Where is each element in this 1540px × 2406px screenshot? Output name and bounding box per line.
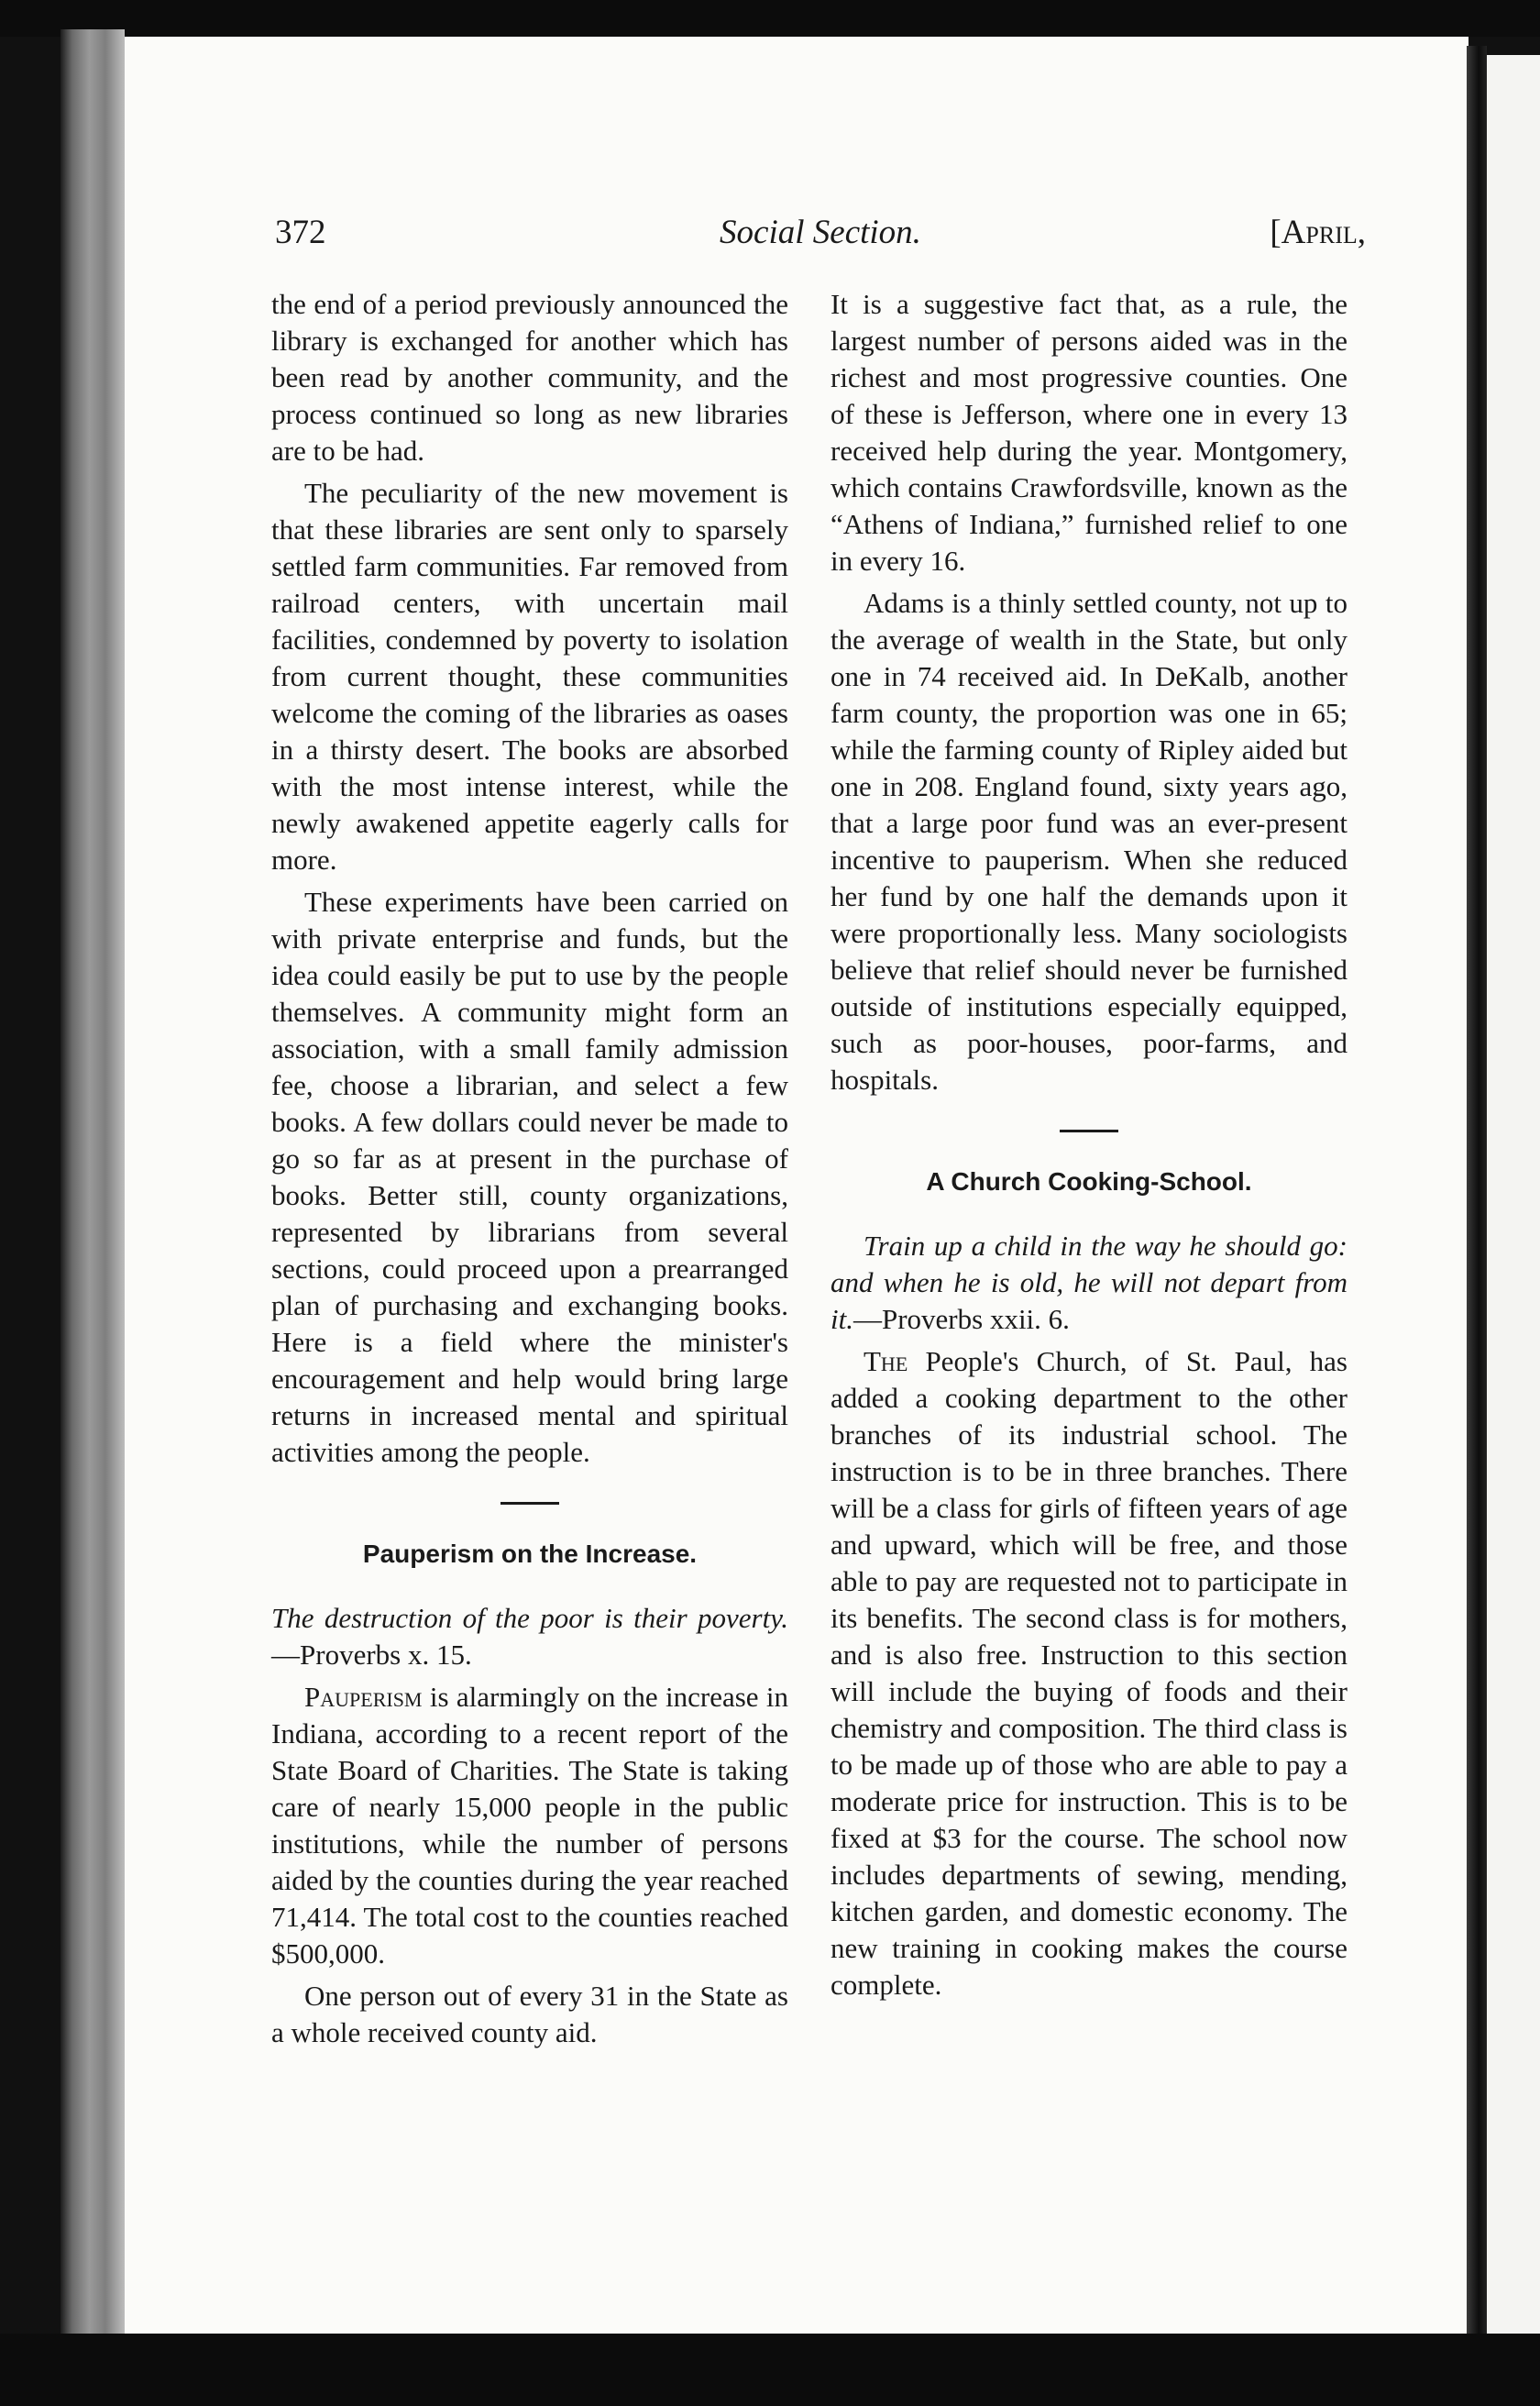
- scan-border-top: [0, 0, 1540, 37]
- paragraph-text: People's Church, of St. Paul, has added a cooking department to the other branches of its industrial school. The instruction is to be in three branches. There will be a class for girls of fifteen years of age and upward, which will be free, and those able to pay are requested not to participate in its benefits. The second class is for mothers, and is also free. Instruction to this section will include the buying of foods and their chemistry and composition. The third class is to be made up of those who are able to pay a moderate price for instruction. This is to be fixed at $3 for the course. The school now includes departments of sewing, mending, kitchen garden, and domestic economy. The new training in cooking makes the course complete.: [830, 1345, 1348, 2001]
- lead-word: Pauperism: [304, 1681, 423, 1713]
- right-column: [830, 286, 1348, 2003]
- paragraph: The peculiarity of the new movement is that these libraries are sent only to sparsely settled farm communities. Far removed from railroad centers, with uncertain mail facilities, condemned by poverty to isolation from current thought, these communities welcome the coming of the libraries as oases in a thirsty desert. The books are absorbed with the most intense interest, while the newly awakened appetite eagerly calls for more.: [271, 477, 788, 876]
- lead-word: The: [864, 1345, 908, 1377]
- epigraph: [271, 1600, 788, 1673]
- paragraph: [830, 1343, 1348, 2003]
- epigraph-source: —Proverbs x. 15.: [271, 1639, 472, 1671]
- paragraph-text: is alarmingly on the increase in Indiana, according to a recent report of the State Board of Charities. The State is taking care of nearly 15,000 people in the public institutions, while the number of persons aided by the counties during the year reached 71,414. The total cost to the counties reached $500,000.: [271, 1681, 788, 1970]
- page-edge-left: [60, 29, 125, 2338]
- paragraph: One person out of every 31 in the State as a whole received county aid.: [271, 1980, 788, 2048]
- section-divider: [500, 1502, 559, 1505]
- paragraph: the end of a period previously announced the library is exchanged for another which has been read by another community, and the process continued so long as new libraries are to be had.: [271, 288, 788, 467]
- paragraph: These experiments have been carried on with private enterprise and funds, but the idea could easily be put to use by the people themselves. A community might form an association, with a small family admission fee, choose a librarian, and select a few books. A few dollars could never be made to go so far as at present in the purchase of books. Better still, county organizations, represented by librarians from several sections, could proceed upon a prearranged plan of purchasing and exchanging books. Here is a field where the minister's encouragement and help would bring large returns in increased mental and spiritual activities among the people.: [271, 886, 788, 1468]
- section-divider: [1060, 1130, 1118, 1132]
- paragraph: [271, 1679, 788, 1972]
- paragraph: It is a suggestive fact that, as a rule, the largest number of persons aided was in the richest and most progressive counties. One of these is Jefferson, where one in every 13 received help during the year. Montgomery, which contains Crawfordsville, known as the “Athens of Indiana,” furnished relief to one in every 16.: [830, 288, 1348, 577]
- running-title: Social Section.: [720, 214, 921, 251]
- epigraph-quote: The destruction of the poor is their poverty.: [271, 1602, 788, 1634]
- epigraph-quote: Train up a child in the way he should go: and when he is old, he will not depart from it.: [830, 1230, 1348, 1335]
- running-header: [275, 213, 1366, 268]
- page-number: 372: [275, 214, 326, 251]
- page-gutter: [1467, 46, 1487, 2334]
- section-heading: Pauperism on the Increase.: [362, 1540, 698, 1568]
- epigraph: [830, 1228, 1348, 1338]
- running-month: [April,: [1270, 214, 1366, 251]
- section-heading: A Church Cooking-School.: [926, 1167, 1252, 1196]
- next-page-edge: [1487, 55, 1540, 2334]
- scan-border-bottom: [0, 2334, 1540, 2406]
- left-column: [271, 286, 788, 2051]
- epigraph-source: —Proverbs xxii. 6.: [852, 1303, 1070, 1335]
- paragraph: Adams is a thinly settled county, not up to the average of wealth in the State, but only one in 74 received aid. In DeKalb, another farm county, the proportion was one in 65; while the farming county of Ripley aided but one in 208. England found, sixty years ago, that a large poor fund was an ever-present incentive to pauperism. When she reduced her fund by one half the demands upon it were proportionally less. Many sociologists believe that relief should never be furnished outside of institutions especially equipped, such as poor-houses, poor-farms, and hospitals.: [830, 587, 1348, 1096]
